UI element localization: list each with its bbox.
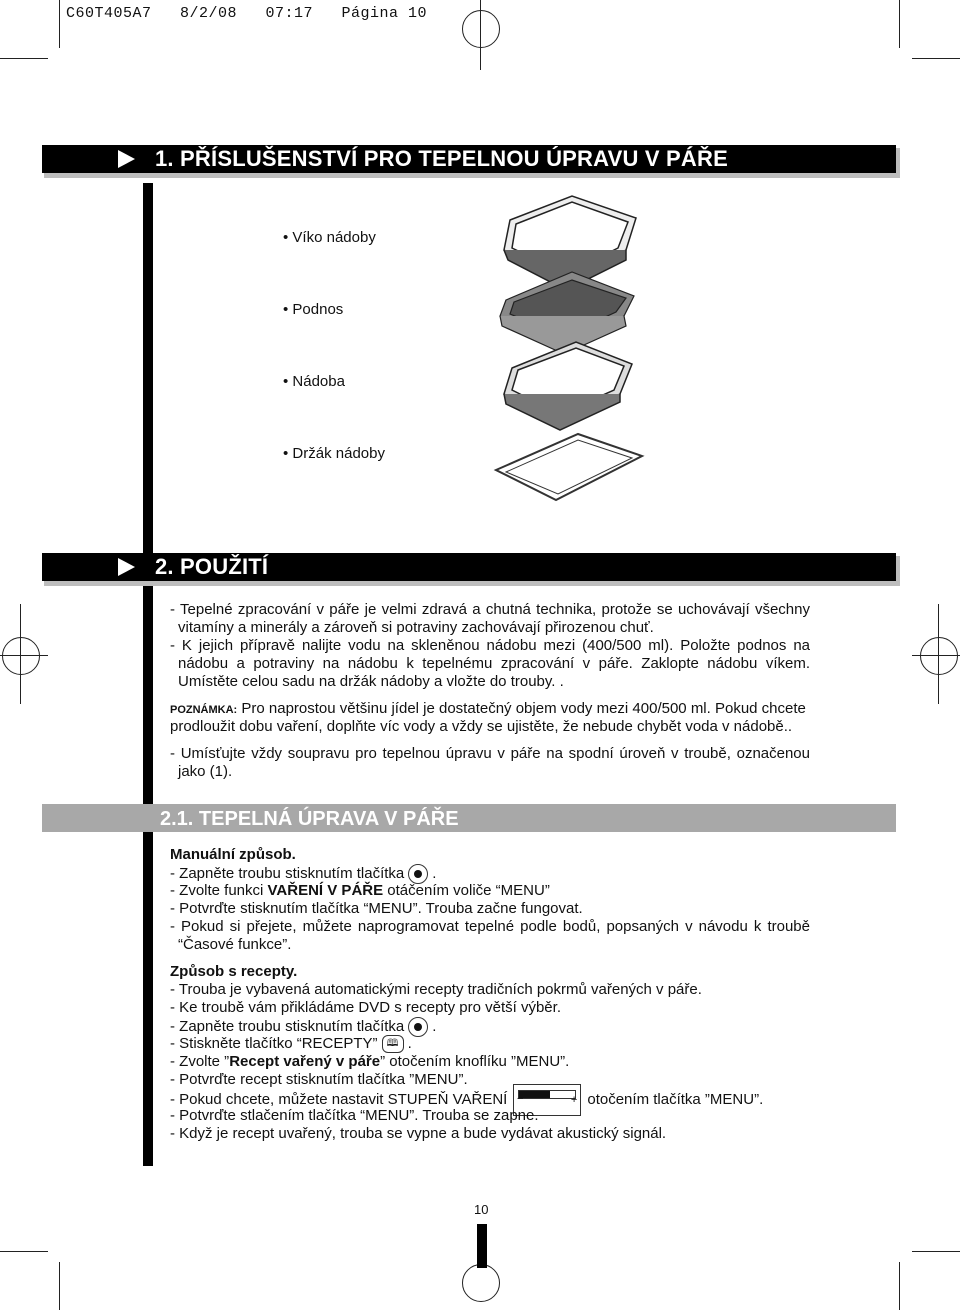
section2-header (42, 553, 896, 581)
para1-line1: - Tepelné zpracování v páře je velmi zdravá a chutná technika, protože se uchovávají všechny (170, 601, 810, 618)
note-label: POZNÁMKA: (170, 704, 238, 716)
holder-illustration (496, 434, 642, 500)
para3-line1: - Umísťujte vždy soupravu pro tepelnou úpravu v páře na spodní úroveň v troubě, označenou (170, 745, 810, 762)
para3-line2: jako (1). (178, 763, 233, 780)
steam-accessories-illustration (486, 190, 646, 520)
accessory-holder-label: • Držák nádoby (283, 445, 385, 462)
manual-step3: - Potvrďte stisknutím tlačítka “MENU”. Trouba začne fungovat. (170, 900, 583, 917)
power-button-icon (408, 1017, 428, 1037)
recipes-step6: - Potvrďte recept stisknutím tlačítka ”MENU”. (170, 1071, 468, 1088)
section21-header (42, 804, 896, 832)
recipes-step8: - Potvrďte stlačením tlačítka “MENU”. Trouba se zapne. (170, 1107, 539, 1124)
side-bar (143, 183, 153, 1166)
tray-illustration (500, 272, 634, 354)
recipe-book-icon: 🕮 (382, 1035, 404, 1053)
section1-header (42, 145, 896, 173)
section21-title: 2.1. TEPELNÁ ÚPRAVA V PÁŘE (160, 808, 459, 830)
note-text1: Pro naprostou většinu jídel je dostatečný objem vody mezi 400/500 ml. Pokud chcete (237, 700, 806, 717)
para2-line2: nádobu a potraviny na nádobu k tepelnému zpracování v páře. Zaklopte nádobu víkem. (178, 655, 810, 672)
accessory-tray-label: • Podnos (283, 301, 344, 318)
para1-line2: vitamíny a minerály a zároveň si potraviny zachovávají přirozenou chuť. (178, 619, 654, 636)
manual-step4-line1: - Pokud si přejete, můžete naprogramovat tepelné podle bodů, popsaných v návodu k troubě (170, 918, 810, 935)
recipes-step7: - Pokud chcete, můžete nastavit STUPEŇ VAŘENÍ – + otočením tlačítka ”MENU”. (170, 1084, 810, 1116)
manual-heading: Manuální způsob. (170, 846, 296, 863)
recipes-step4: - Stiskněte tlačítko “RECEPTY” 🕮 . (170, 1035, 412, 1052)
section1-title: 1. PŘÍSLUŠENSTVÍ PRO TEPELNOU ÚPRAVU V PÁŘE (155, 146, 728, 171)
para2-line3: Umístěte celou sadu na držák nádoby a vložte do trouby. . (178, 673, 564, 690)
manual-step4-line2: “Časové funkce”. (178, 936, 292, 953)
arrow-right-icon (118, 558, 135, 576)
accessory-lid-label: • Víko nádoby (283, 229, 376, 246)
cooking-level-icon: – + (513, 1084, 581, 1116)
note-line1 (170, 700, 815, 719)
section2-title: 2. POUŽITÍ (155, 554, 269, 579)
power-button-icon (408, 864, 428, 884)
recipes-heading: Způsob s recepty. (170, 963, 298, 980)
manual-step1: - Zapněte troubu stisknutím tlačítka . (170, 864, 810, 884)
cooking-level-fill (519, 1091, 550, 1098)
para2-line1: - K jejich přípravě nalijte vodu na skleněnou nádobu mezi (400/500 ml). Položte podnos na (170, 637, 810, 654)
recipes-step2: - Ke troubě vám přikládáme DVD s recepty pro větší výběr. (170, 999, 561, 1016)
note-line2: prodloužit dobu vaření, doplňte víc vody a vždy se ujistěte, že nebude chybět voda v nádobě.. (170, 718, 793, 735)
arrow-right-icon (118, 150, 135, 168)
print-header: C60T405A7 8/2/08 07:17 Página 10 (66, 5, 428, 22)
recipes-step1: - Trouba je vybavená automatickými recepty tradičních pokrmů vařených v páře. (170, 981, 702, 998)
recipes-step5: - Zvolte ”Recept vařený v páře” otočením knoflíku ”MENU”. (170, 1053, 570, 1070)
dish-illustration (504, 342, 632, 430)
bottom-bar (477, 1224, 487, 1268)
recipes-step3: - Zapněte troubu stisknutím tlačítka . (170, 1017, 810, 1037)
page-number: 10 (474, 1202, 489, 1217)
manual-step2: - Zvolte funkci VAŘENÍ V PÁŘE otáčením voliče “MENU” (170, 882, 550, 899)
accessory-dish-label: • Nádoba (283, 373, 345, 390)
recipes-step9: - Když je recept uvařený, trouba se vypne a bude vydávat akustický signál. (170, 1125, 667, 1142)
